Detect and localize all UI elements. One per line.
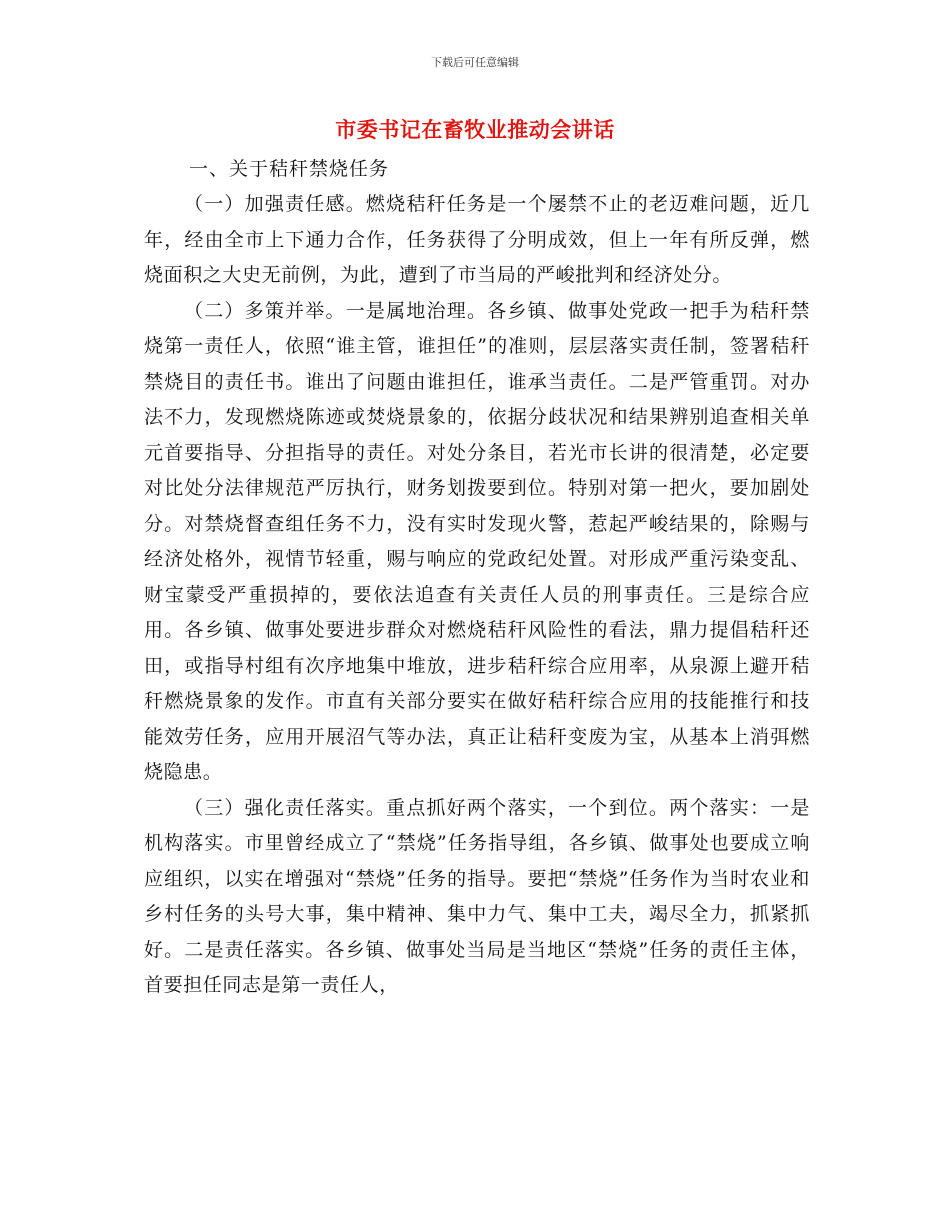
paragraph-3: （三）强化责任落实。重点抓好两个落实，一个到位。两个落实：一是机构落实。市里曾经成立了“禁烧”任务指导组，各乡镇、做事处也要成立响应组织，以实在增强对“禁烧”任务的指导。要把“禁烧”任务作为当时农业和乡村任务的头号大事，集中精神、集中力气、集中工夫，竭尽全力，抓紧抓好。二是责任落实。各乡镇、做事处当局是当地区“禁烧”任务的责任主体，首要担任同志是第一责任人，: [144, 796, 810, 996]
paragraph-1: （一）加强责任感。燃烧秸秆任务是一个屡禁不止的老迈难问题，近几年，经由全市上下通力合作，任务获得了分明成效，但上一年有所反弹，燃烧面积之大史无前例，为此，遭到了市当局的严峻批判和经济处分。: [144, 193, 810, 286]
header-note: 下载后可任意编辑: [431, 56, 519, 69]
section-heading: 一、关于秸秆禁烧任务: [189, 158, 390, 180]
document-title: 市委书记在畜牧业推动会讲话: [335, 117, 615, 142]
paragraph-2: （二）多策并举。一是属地治理。各乡镇、做事处党政一把手为秸秆禁烧第一责任人，依照“谁主管，谁担任”的准则，层层落实责任制，签署秸秆禁烧目的责任书。谁出了问题由谁担任，谁承当责任。二是严管重罚。对办法不力，发现燃烧陈迹或焚烧景象的，依据分歧状况和结果辨别追查相关单元首要指导、分担指导的责任。对处分条目，若光市长讲的很清楚，必定要对比处分法律规范严厉执行，财务划拨要到位。特别对第一把火，要加剧处分。对禁烧督查组任务不力，没有实时发现火警，惹起严峻结果的，除赐与经济处格外，视情节轻重，赐与响应的党政纪处置。对形成严重污染变乱、财宝蒙受严重损掉的，要依法追查有关责任人员的刑事责任。三是综合应用。各乡镇、做事处要进步群众对燃烧秸秆风险性的看法，鼎力提倡秸秆还田，或指导村组有次序地集中堆放，进步秸秆综合应用率，从泉源上避开秸秆燃烧景象的发作。市直有关部分要实在做好秸秆综合应用的技能推行和技能效劳任务，应用开展沼气等办法，真正让秸秆变废为宝，从基本上消弭燃烧隐患。: [144, 299, 810, 783]
document-body: [144, 152, 810, 1004]
